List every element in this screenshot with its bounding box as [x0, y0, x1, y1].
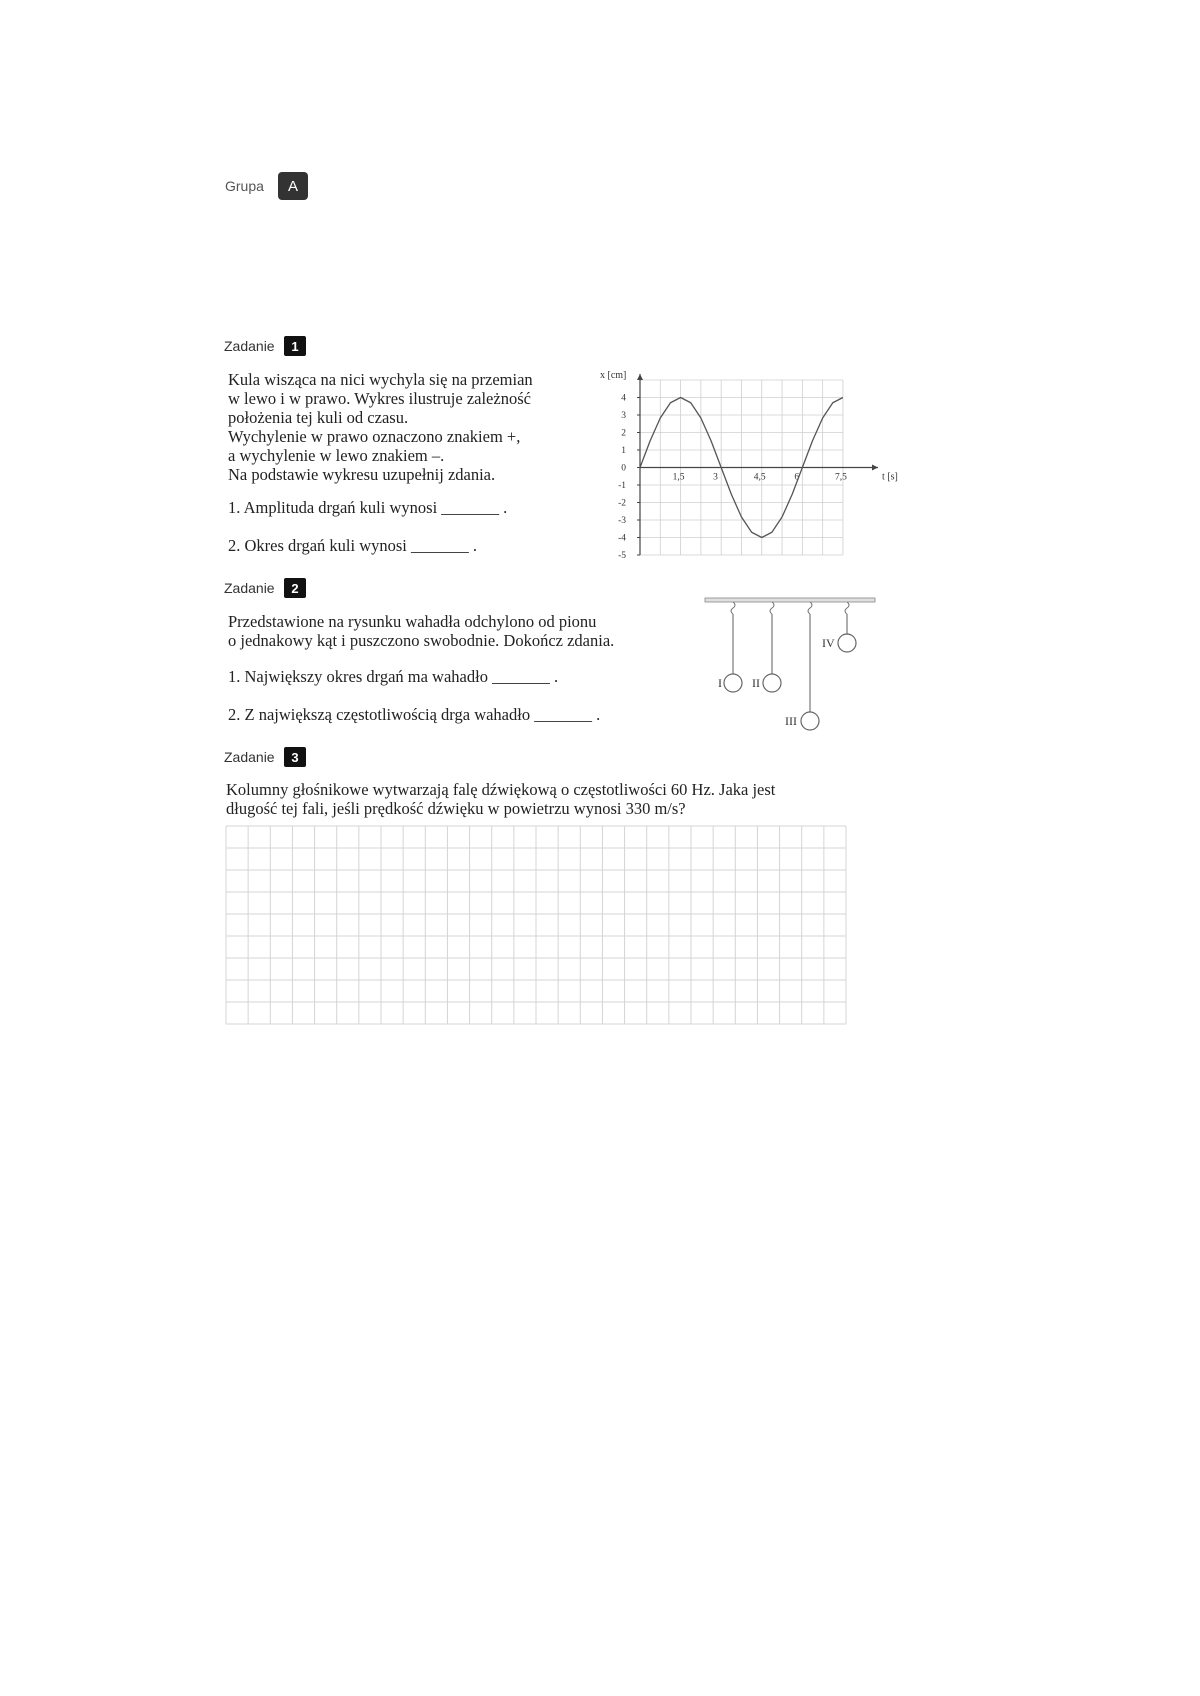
task-2-question-period: 1. Największy okres drgań ma wahadło _______ .: [228, 667, 559, 686]
task-1-title: Zadanie: [224, 338, 275, 354]
y-tick-label: 4: [621, 393, 626, 404]
task-1-line: a wychylenie w lewo znakiem –.: [228, 446, 445, 465]
x-tick-label: 3: [713, 472, 718, 483]
y-tick-label: 2: [621, 428, 626, 439]
pendulum-label-4: IV: [822, 636, 835, 650]
task-2-title: Zadanie: [224, 580, 275, 596]
hook-icon: [731, 602, 735, 614]
pendulum-label-2: II: [752, 676, 760, 690]
pendulum-label-3: III: [785, 714, 797, 728]
task-2-text: [228, 612, 614, 650]
x-tick-label: 4,5: [753, 472, 766, 483]
y-axis-arrow: [637, 374, 643, 380]
y-tick-label: 1: [621, 446, 626, 456]
pendulum-label-1: I: [718, 676, 722, 690]
task-1-question-amplitude: 1. Amplituda drgań kuli wynosi _______ .: [228, 498, 508, 517]
y-tick-label: 0: [621, 463, 626, 474]
pendulums-figure: [700, 590, 880, 730]
answer-grid[interactable]: [225, 825, 847, 1025]
pendulum-support-bar: [705, 598, 875, 602]
task-1-number-badge: 1: [284, 336, 306, 356]
task-1-line: położenia tej kuli od czasu.: [228, 408, 409, 427]
y-tick-label: -4: [618, 533, 626, 544]
group-label: Grupa: [225, 178, 264, 194]
hook-icon: [845, 602, 849, 614]
task-2-line: Przedstawione na rysunku wahadła odchylono od pionu: [228, 612, 597, 631]
task-1-text: [228, 370, 533, 484]
task-3-number-badge: 3: [284, 747, 306, 767]
hook-icon: [770, 602, 774, 614]
y-tick-label: -5: [618, 551, 626, 561]
task-3-line: Kolumny głośnikowe wytwarzają falę dźwiękową o częstotliwości 60 Hz. Jaka jest: [226, 780, 776, 799]
task-1-line: Kula wisząca na nici wychyla się na przemian: [228, 370, 533, 389]
y-tick-label: -3: [618, 516, 626, 526]
task-1-line: Na podstawie wykresu uzupełnij zdania.: [228, 465, 496, 484]
task-2-line: o jednakowy kąt i puszczono swobodnie. Dokończ zdania.: [228, 631, 615, 650]
x-tick-label: 7,5: [834, 472, 847, 483]
pendulum-bob-2: [763, 674, 781, 692]
task-3-line: długość tej fali, jeśli prędkość dźwięku w powietrzu wynosi 330 m/s?: [226, 799, 686, 818]
pendulum-bob-1: [724, 674, 742, 692]
y-tick-label: -1: [618, 481, 626, 491]
x-tick-label: 6: [794, 472, 800, 483]
pendulum-bob-4: [838, 634, 856, 652]
group-badge: A: [278, 172, 308, 200]
task-1-line: w lewo i w prawo. Wykres ilustruje zależność: [228, 389, 531, 408]
y-tick-label: -2: [618, 498, 626, 509]
y-tick-label: 3: [621, 411, 626, 421]
task-2-number-badge: 2: [284, 578, 306, 598]
displacement-time-chart: [590, 355, 898, 565]
pendulum-bob-3: [801, 712, 819, 730]
task-1-line: Wychylenie w prawo oznaczono znakiem +,: [228, 427, 521, 446]
task-1-question-period: 2. Okres drgań kuli wynosi _______ .: [228, 536, 478, 555]
x-tick-label: 1,5: [672, 472, 685, 483]
task-3-title: Zadanie: [224, 749, 275, 765]
task-2-question-frequency: 2. Z największą częstotliwością drga wahadło _______ .: [228, 705, 601, 724]
y-axis-label: x [cm]: [600, 370, 627, 381]
x-axis-label: t [s]: [882, 471, 898, 483]
task-3-text: [226, 780, 775, 818]
hook-icon: [808, 602, 812, 614]
x-axis-arrow: [872, 465, 878, 471]
